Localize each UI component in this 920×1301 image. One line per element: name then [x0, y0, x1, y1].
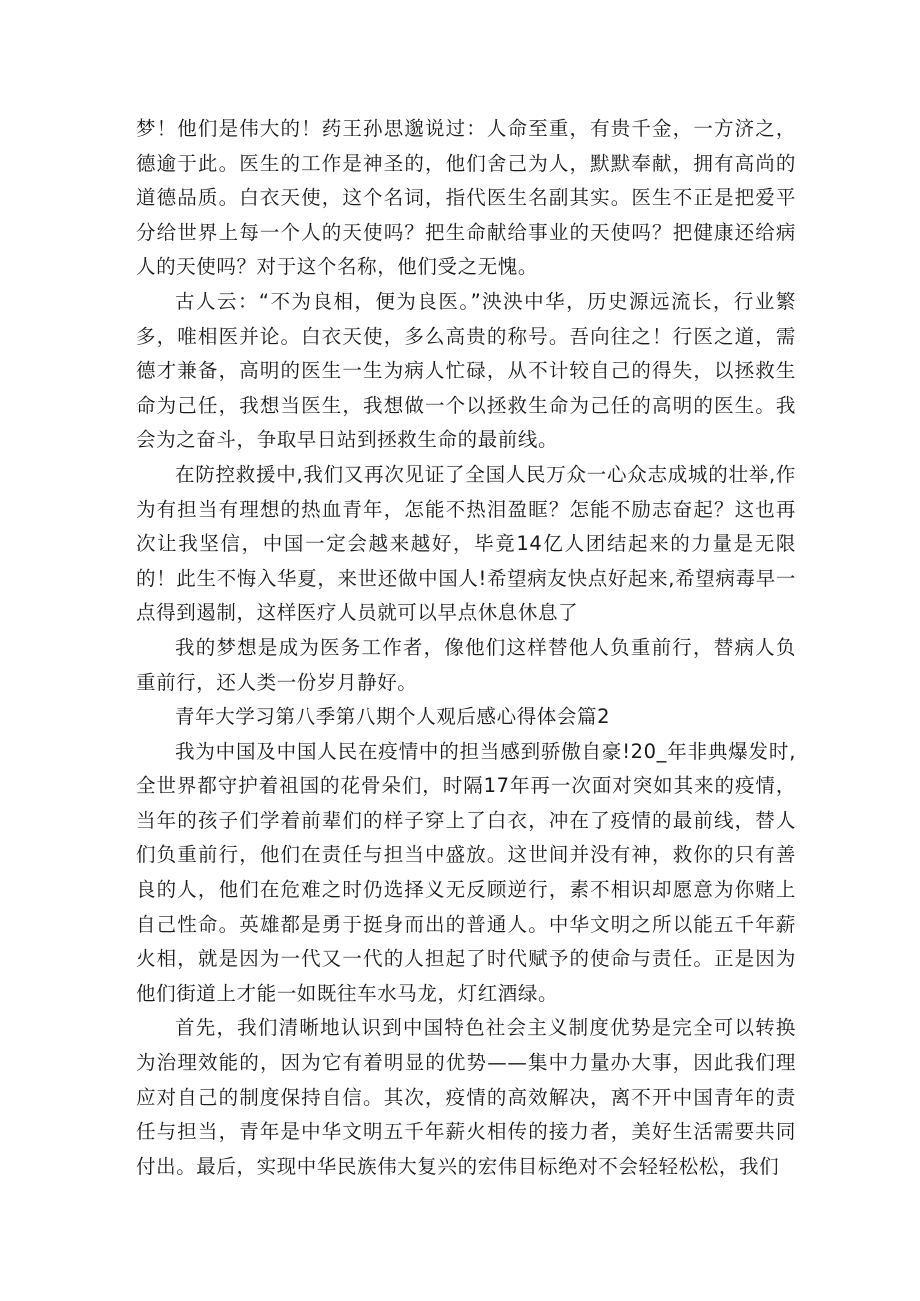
- section-heading: 青年大学习第八季第八期个人观后感心得体会篇2: [175, 705, 611, 729]
- paragraph-5: 我为中国及中国人民在疫情中的担当感到骄傲自豪!20_年非典爆发时,全世界都守护着祖国的花骨朵们，时隔17年再一次面对突如其来的疫情，当年的孩子们学着前辈们的样子穿上了白衣，冲在了疫情的最前线，替人们负重前行，他们在责任与担当中盛放。这世间并没有神，救你的只有善良的人，他们在危难之时仍选择义无反顾逆行，素不相识却愿意为你赌上自己性命。英雄都是勇于挺身而出的普通人。中华文明之所以能五千年薪火相，就是因为一代又一代的人担起了时代赋予的使命与责任。正是因为他们街道上才能一如既往车水马龙，灯红酒绿。: [136, 739, 796, 1005]
- paragraph-6: 首先，我们清晰地认识到中国特色社会主义制度优势是完全可以转换为治理效能的，因为它有着明显的优势——集中力量办大事，因此我们理应对自己的制度保持自信。其次，疫情的高效解决，离不开中国青年的责任与担当，青年是中华文明五千年薪火相传的接力者，美好生活需要共同付出。最后，实现中华民族伟大复兴的宏伟目标绝对不会轻轻松松，我们: [136, 1016, 796, 1178]
- paragraph-1: 梦！他们是伟大的！药王孙思邈说过：人命至重，有贵千金，一方济之，德逾于此。医生的工作是神圣的，他们舍己为人，默默奉献，拥有高尚的道德品质。白衣天使，这个名词，指代医生名副其实。医生不正是把爱平分给世界上每一个人的天使吗？把生命献给事业的天使吗？把健康还给病人的天使吗？对于这个名称，他们受之无愧。: [136, 117, 796, 279]
- paragraph-3: 在防控救援中,我们又再次见证了全国人民万众一心众志成城的壮举,作为有担当有理想的热血青年，怎能不热泪盈眶？怎能不励志奋起？这也再次让我坚信，中国一定会越来越好，毕竟14亿人团结起来的力量是无限的！此生不悔入华夏，来世还做中国人!希望病友快点好起来,希望病毒早一点得到遏制，这样医疗人员就可以早点休息休息了: [136, 462, 796, 625]
- paragraph-4: 我的梦想是成为医务工作者，像他们这样替他人负重前行，替病人负重前行，还人类一份岁月静好。: [136, 635, 796, 694]
- paragraph-2: 古人云：“不为良相，便为良医。”泱泱中华，历史源远流长，行业繁多，唯相医并论。白衣天使，多么高贵的称号。吾向往之！行医之道，需德才兼备，高明的医生一生为病人忙碌，从不计较自己的得失，以拯救生命为己任，我想当医生，我想做一个以拯救生命为己任的高明的医生。我会为之奋斗，争取早日站到拯救生命的最前线。: [136, 289, 796, 452]
- document-page: [136, 112, 796, 1184]
